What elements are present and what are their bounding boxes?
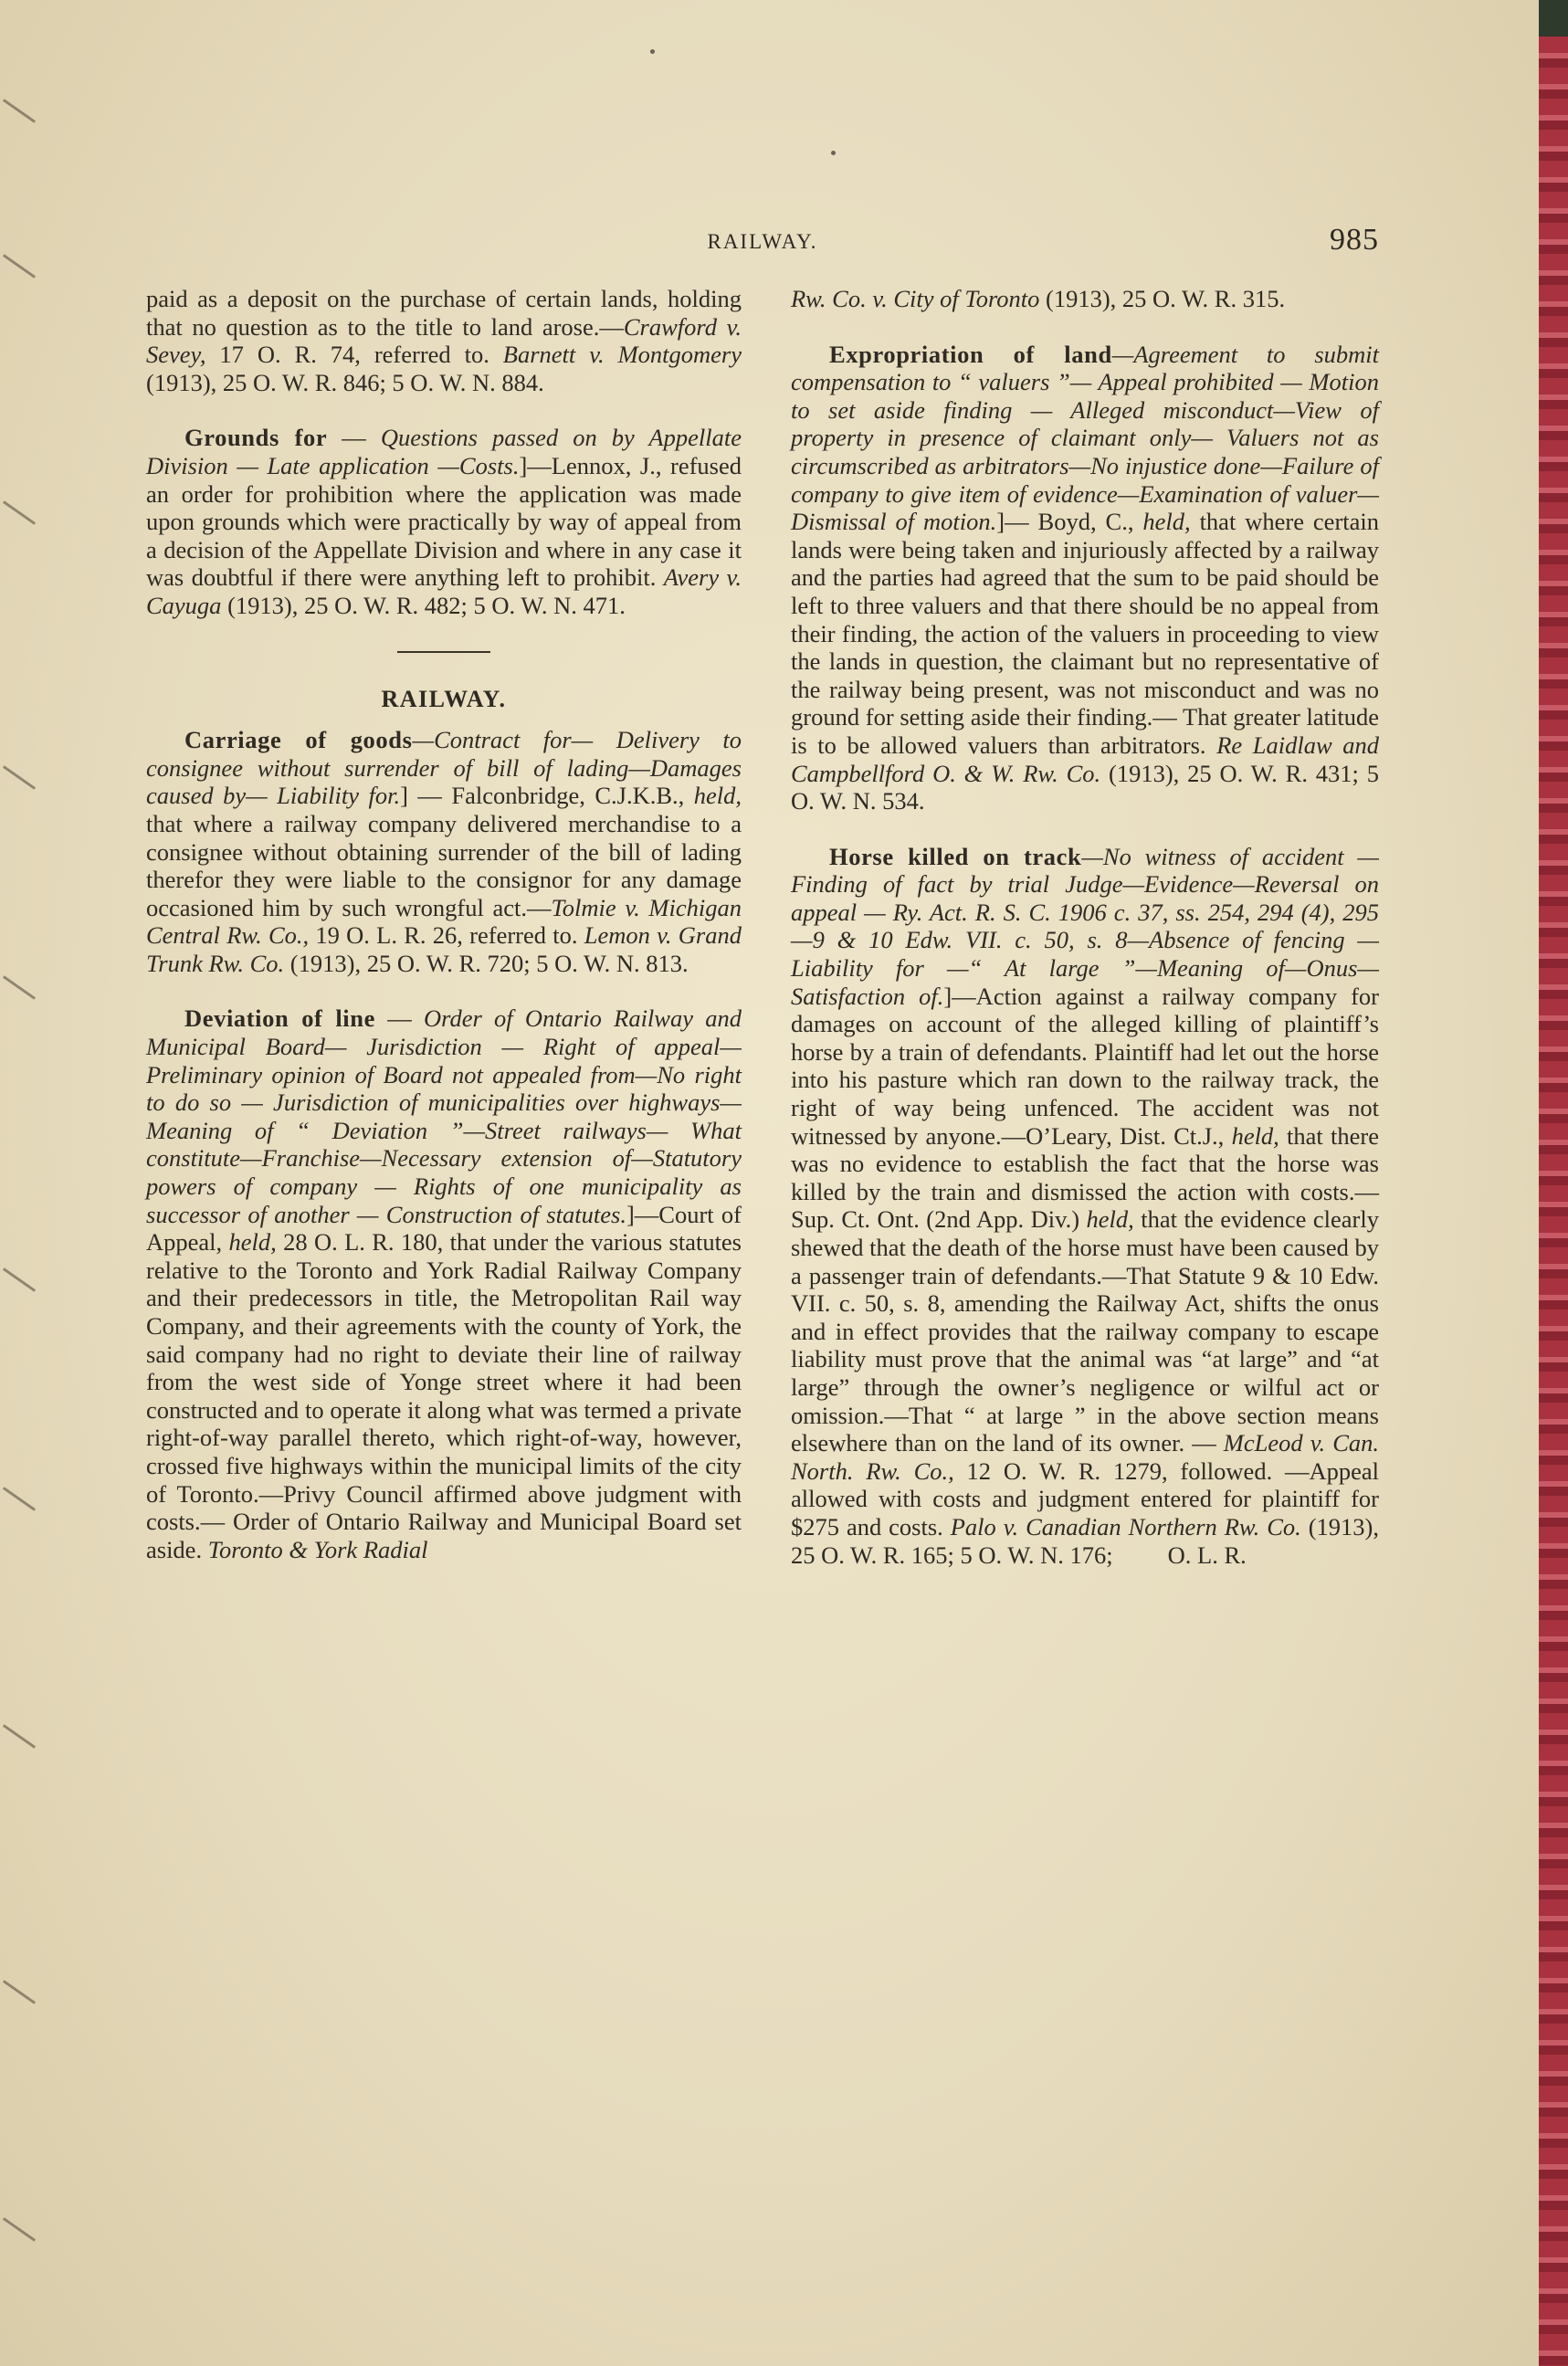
catchwords: —Contract for— Delivery to consignee without surrender of bill of lading—Damages caused by— Liability for. [146,726,742,810]
citation: (1913), 25 O. W. R. 315. [1039,285,1286,312]
book-binding-edge [1539,37,1568,2366]
paper-speck [650,49,655,54]
separator: — [327,424,381,452]
binding-top [1539,0,1568,37]
right-column [791,285,1379,1596]
entry-body: ] — Falconbridge, C.J.K.B., [400,782,694,810]
continuation-paragraph [146,285,742,396]
entry-heading: Expropriation of land [829,340,1112,368]
case-name: Tolmie v. Michigan Central Rw. Co., [146,893,742,950]
entry-heading: Carriage of goods [184,726,413,754]
entry-body: that the evidence clearly shewed that the death of the horse must have been caused by a passenger train of defendants.—That Statute 9 & 10 Edw. VII. c. 50, s. 8, amending the Railway Act, shifts the onus and in effect provides that the railway company to escape liability must prove that the animal was “at large” and “at large” through the owner’s negligence or wilful act or omission.—That “ at large ” in the above section means elsewhere than on the land of its owner. — [791,1205,1379,1457]
entry-body: that where certain lands were being taken and injuriously affected by a railway and the parties had agreed that the sum to be paid should be left to three valuers and that there should be no appeal from their finding, the action of the valuers in proceeding to view the lands in question, the claimant but no representative of the railway being present, was not misconduct and was no ground for setting aside their finding.— That greater latitude is to be allowed valuers than arbitrators. [791,508,1380,759]
citation: (1913), 25 O. W. R. 165; 5 O. W. N. 176; [791,1512,1379,1569]
case-name: Crawford v. Sevey, [146,312,742,369]
case-name: Barnett v. Montgomery [502,341,742,369]
binding-stitch [3,254,36,279]
entry-heading: Grounds for [184,424,328,452]
binding-stitch [3,99,36,123]
entry-body: ]—Lennox, J., refused an order for prohibition where the application was made upon grounds which were practically by way of appeal from a decision of the Appellate Division and where in any case it was doubtful if there were anything left to prohibit. [146,451,742,592]
entry-carriage-of-goods [146,726,742,977]
case-name: Lemon v. Grand Trunk Rw. Co. [146,921,742,977]
catchwords: —No witness of accident — Finding of fact by trial Judge—Evidence—Reversal on appeal — Ry. Act. R. S. C. 1906 c. 37, ss. 254, 294 (4), 295—9 & 10 Edw. VII. c. 50, s. 8—Absence of fencing — Liability for —“ At large ”—Meaning of—Onus—Satisfaction of. [791,842,1379,1010]
case-name: Rw. Co. v. City of Toronto [791,285,1040,312]
entry-body: ]—Court of Appeal, [146,1200,742,1257]
binding-stitch [3,1487,36,1511]
held-word: held, [1142,508,1191,536]
binding-stitch [3,1267,36,1292]
paper-speck [831,151,836,155]
citation: (1913), 25 O. W. R. 846; 5 O. W. N. 884. [146,368,544,396]
case-name: McLeod v. Can. North. Rw. Co., [791,1429,1379,1485]
entry-grounds-for [146,424,742,619]
entry-body: 12 O. W. R. 1279, followed. —Appeal allowed with costs and judgment entered for plaintiff for $275 and costs. [791,1456,1380,1541]
entry-body: ]—Action against a railway company for damages on account of the alleged killing of plaintiff’s horse by a train of defendants. Plaintiff had let out the horse into his pasture which ran down to the railway track, the right of way being unfenced. The accident was not witnessed by anyone.—O’Leary, Dist. Ct.J., [791,982,1379,1150]
catchwords: Order of Ontario Railway and Municipal Board— Jurisdiction — Right of appeal—Preliminary opinion of Board not appealed from—No right to do so — Jurisdiction of municipalities over highways—Meaning of “ Deviation ”—Street railways— What constitute—Franchise—Necessary extension of—Statutory powers of company — Rights of one municipality as successor of another — Construction of statutes. [146,1004,742,1228]
citation: (1913), 25 O. W. R. 720; 5 O. W. N. 813. [284,949,689,977]
entry-heading: Horse killed on track [829,842,1082,870]
entry-body: 28 O. L. R. 180, that under the various statutes relative to the Toronto and York Radial Railway Company and their predecessors in title, the Metropolitan Rail way Company, and their agreements with the county of York, the said company had no right to deviate their line of railway from the west side of Yonge street where it had been constructed and to operate it along what was termed a private right-of-way parallel thereto, which right-of-way, however, crossed five highways within the municipal limits of the city of Toronto.—Privy Council affirmed above judgment with costs.— Order of Ontario Railway and Municipal Board set aside. [146,1228,742,1563]
text-run: paid as a deposit on the purchase of certain lands, holding that no question as to the title to land arose.— [146,285,742,341]
case-name: Palo v. Canadian Northern Rw. Co. [950,1512,1301,1541]
held-word: held, [228,1228,277,1257]
citation: (1913), 25 O. W. R. 431; 5 O. W. N. 534. [791,759,1379,815]
entry-body: ]— Boyd, C., [996,508,1143,536]
continuation-paragraph [791,285,1379,313]
entry-body: that there was no evidence to establish the fact that the horse was killed by the train and dismissed the action with costs.—Sup. Ct. Ont. (2nd App. Div.) [791,1121,1379,1234]
entry-deviation-of-line [146,1004,742,1563]
binding-stitch [3,1724,36,1749]
text-run: 17 O. R. 74, referred to. [205,341,503,369]
catchwords: —Agreement to submit compensation to “ valuers ”— Appeal prohibited — Motion to set aside finding — Alleged misconduct—View of property in presence of claimant only— Valuers not as circumscribed as arbitrators—No injustice done—Failure of company to give item of evidence—Examination of valuer—Dismissal of motion. [791,340,1379,536]
running-title: RAILWAY. [707,230,818,253]
held-word: held, [693,782,742,810]
case-name: Toronto & York Radial [207,1535,428,1563]
entry-expropriation-of-land [791,341,1379,815]
running-head [146,223,1379,263]
entry-body: 19 O. L. R. 26, referred to. [309,921,584,950]
catchwords: Questions passed on by Appellate Division — Late application —Costs. [146,424,742,479]
entry-horse-killed-on-track [791,843,1379,1569]
entry-heading: Deviation of line [184,1004,375,1033]
binding-stitch [3,2217,36,2242]
case-name: Avery v. Cayuga [146,563,742,619]
binding-stitch [3,1980,36,2004]
held-word: held, [1086,1205,1134,1234]
held-word: held, [1231,1121,1279,1150]
citation: (1913), 25 O. W. R. 482; 5 O. W. N. 471. [221,591,626,619]
separator: — [374,1004,424,1033]
binding-stitch [3,500,36,525]
section-divider [397,651,490,653]
reporter-abbreviation: O. L. R. [1167,1541,1247,1569]
binding-stitch [3,975,36,1000]
left-column [146,285,742,1591]
case-name: Re Laidlaw and Campbellford O. & W. Rw. Co. [791,731,1380,787]
entry-body: that where a railway company delivered merchandise to a consignee without obtaining surrender of the bill of lading therefor they were liable to the consignor for any damage occasioned him by such wrongful act.— [146,809,742,921]
page-number: 985 [1330,223,1379,257]
binding-stitch [3,765,36,790]
section-title: RAILWAY. [381,685,507,712]
